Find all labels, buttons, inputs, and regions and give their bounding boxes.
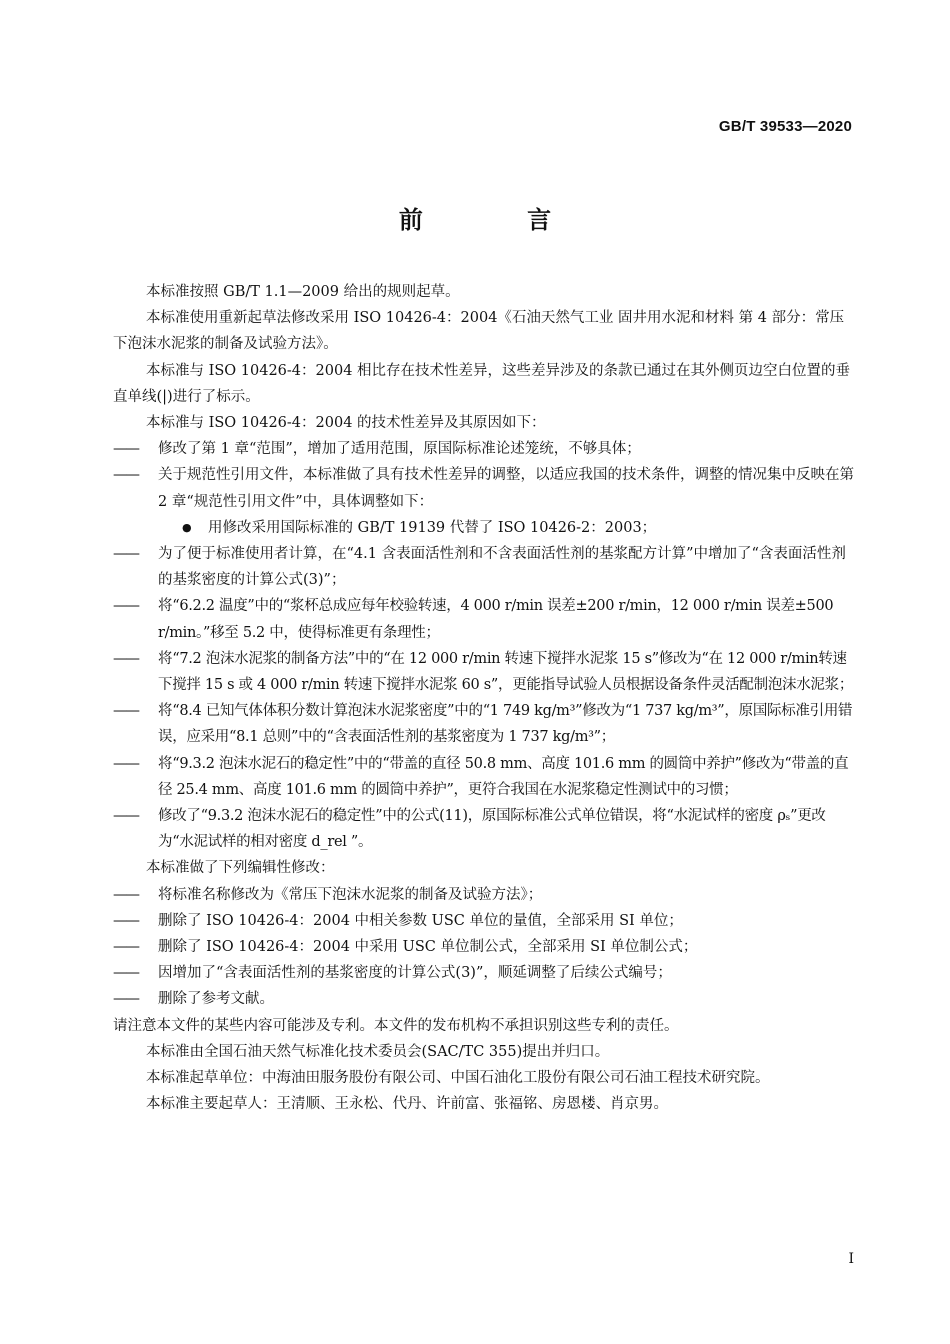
dash-marker: —— xyxy=(113,467,138,484)
dash-marker: —— xyxy=(113,886,138,903)
dash-marker: —— xyxy=(113,703,138,720)
list-item xyxy=(113,882,856,908)
paragraph-proposer: 本标准由全国石油天然气标准化技术委员会(SAC/TC 355)提出并归口。 xyxy=(146,1043,610,1060)
document-number: GB/T 39533—2020 xyxy=(718,118,852,135)
list-item-text: 将“7.2 泡沫水泥浆的制备方法”中的“在 12 000 r/min 转速下搅拌水泥浆 15 s”修改为“在 12 000 r/min转速下搅拌 15 s 或 4 000 r/min 转速下搅拌水泥浆 60 s”，更能指导试验人员根据设备条件灵活配制泡沫水泥浆； xyxy=(158,650,854,694)
list-item xyxy=(113,646,856,698)
list-item-text: 将“8.4 已知气体体积分数计算泡沫水泥浆密度”中的“1 749 kg/m³”修改为“1 737 kg/m³”，原国际标准引用错误，应采用“8.1 总则”中的“含表面活性剂的基浆密度为 1 737 kg/m³”； xyxy=(158,703,853,746)
dash-marker: —— xyxy=(113,808,138,825)
dash-marker: —— xyxy=(113,755,138,772)
paragraph-deviation-list-intro: 本标准与 ISO 10426-4：2004 的技术性差异及其原因如下： xyxy=(146,415,546,432)
dash-marker: —— xyxy=(113,991,138,1008)
list-item-text: 关于规范性引用文件，本标准做了具有技术性差异的调整，以适应我国的技术条件，调整的情况集中反映在第 2 章“规范性引用文件”中，具体调整如下： xyxy=(158,467,854,510)
list-item xyxy=(113,960,856,986)
list-item-text: 将“6.2.2 温度”中的“浆杯总成应每年校验转速，4 000 r/min 误差±200 r/min，12 000 r/min 误差±500 r/min。”移至 5.2 中，使得标准更有条理性； xyxy=(158,598,834,641)
list-item-text: 为了便于标准使用者计算，在“4.1 含表面活性剂和不含表面活性剂的基浆配方计算”中增加了“含表面活性剂的基浆密度的计算公式(3)”； xyxy=(158,546,846,589)
paragraph-editorial-intro: 本标准做了下列编辑性修改： xyxy=(146,860,335,877)
bullet-marker: ● xyxy=(182,520,192,534)
list-item-text: 将“9.3.2 泡沫水泥石的稳定性”中的“带盖的直径 50.8 mm、高度 101.6 mm 的圆筒中养护”修改为“带盖的直径 25.4 mm、高度 101.6 mm 的圆筒中养护”，更符合我国在水泥浆稳定性测试中的习惯； xyxy=(158,755,849,798)
dash-marker: —— xyxy=(113,598,138,615)
list-item-text: 修改了第 1 章“范围”，增加了适用范围，原国际标准论述笼统，不够具体； xyxy=(158,441,641,458)
page-title: 前 言 xyxy=(398,206,600,234)
dash-marker: —— xyxy=(113,441,138,458)
list-item xyxy=(113,908,856,934)
list-item xyxy=(113,541,856,593)
list-item xyxy=(113,751,856,803)
list-item-text: 删除了 ISO 10426-4：2004 中采用 USC 单位制公式，全部采用 SI 单位制公式； xyxy=(158,939,698,956)
list-item xyxy=(113,436,856,462)
list-item-text: 删除了参考文献。 xyxy=(158,991,274,1008)
list-item xyxy=(113,934,856,960)
paragraph-patent-notice: 请注意本文件的某些内容可能涉及专利。本文件的发布机构不承担识别这些专利的责任。 xyxy=(113,1017,679,1034)
page-number: I xyxy=(848,1251,854,1267)
paragraph-technical-deviations: 本标准与 ISO 10426-4：2004 相比存在技术性差异，这些差异涉及的条款已通过在其外侧页边空白位置的垂直单线(|)进行了标示。 xyxy=(113,362,851,405)
paragraph-drafting-rules: 本标准按照 GB/T 1.1—2009 给出的规则起草。 xyxy=(146,284,460,300)
list-item-text: 将标准名称修改为《常压下泡沫水泥浆的制备及试验方法》； xyxy=(158,886,543,903)
list-item-text: 因增加了“含表面活性剂的基浆密度的计算公式(3)”，顺延调整了后续公式编号； xyxy=(158,965,672,982)
list-item xyxy=(113,986,856,1012)
paragraph-drafters: 本标准主要起草人：王清顺、王永松、代丹、许前富、张福铭、房恩楼、肖京男。 xyxy=(146,1096,668,1113)
list-item xyxy=(113,803,856,855)
preface-body xyxy=(113,279,856,1118)
list-item xyxy=(113,698,856,750)
list-item-text: 修改了“9.3.2 泡沫水泥石的稳定性”中的公式(11)，原国际标准公式单位错误，将“水泥试样的密度 ρₛ”更改为“水泥试样的相对密度 d_rel ”。 xyxy=(158,808,826,851)
list-item xyxy=(113,462,856,514)
dash-marker: —— xyxy=(113,650,138,667)
paragraph-drafting-units: 本标准起草单位：中海油田服务股份有限公司、中国石油化工股份有限公司石油工程技术研究院。 xyxy=(146,1070,770,1087)
bullet-item-text: 用修改采用国际标准的 GB/T 19139 代替了 ISO 10426-2：2003； xyxy=(208,519,657,536)
dash-marker: —— xyxy=(113,912,138,929)
dash-marker: —— xyxy=(113,546,138,563)
dash-marker: —— xyxy=(113,965,138,982)
list-item-text: 删除了 ISO 10426-4：2004 中相关参数 USC 单位的量值，全部采用 SI 单位； xyxy=(158,912,683,929)
list-item xyxy=(113,593,856,645)
dash-marker: —— xyxy=(113,939,138,956)
paragraph-adoption: 本标准使用重新起草法修改采用 ISO 10426-4：2004《石油天然气工业 固井用水泥和材料 第 4 部分：常压下泡沫水泥浆的制备及试验方法》。 xyxy=(113,310,845,353)
bullet-list-item xyxy=(146,515,856,541)
